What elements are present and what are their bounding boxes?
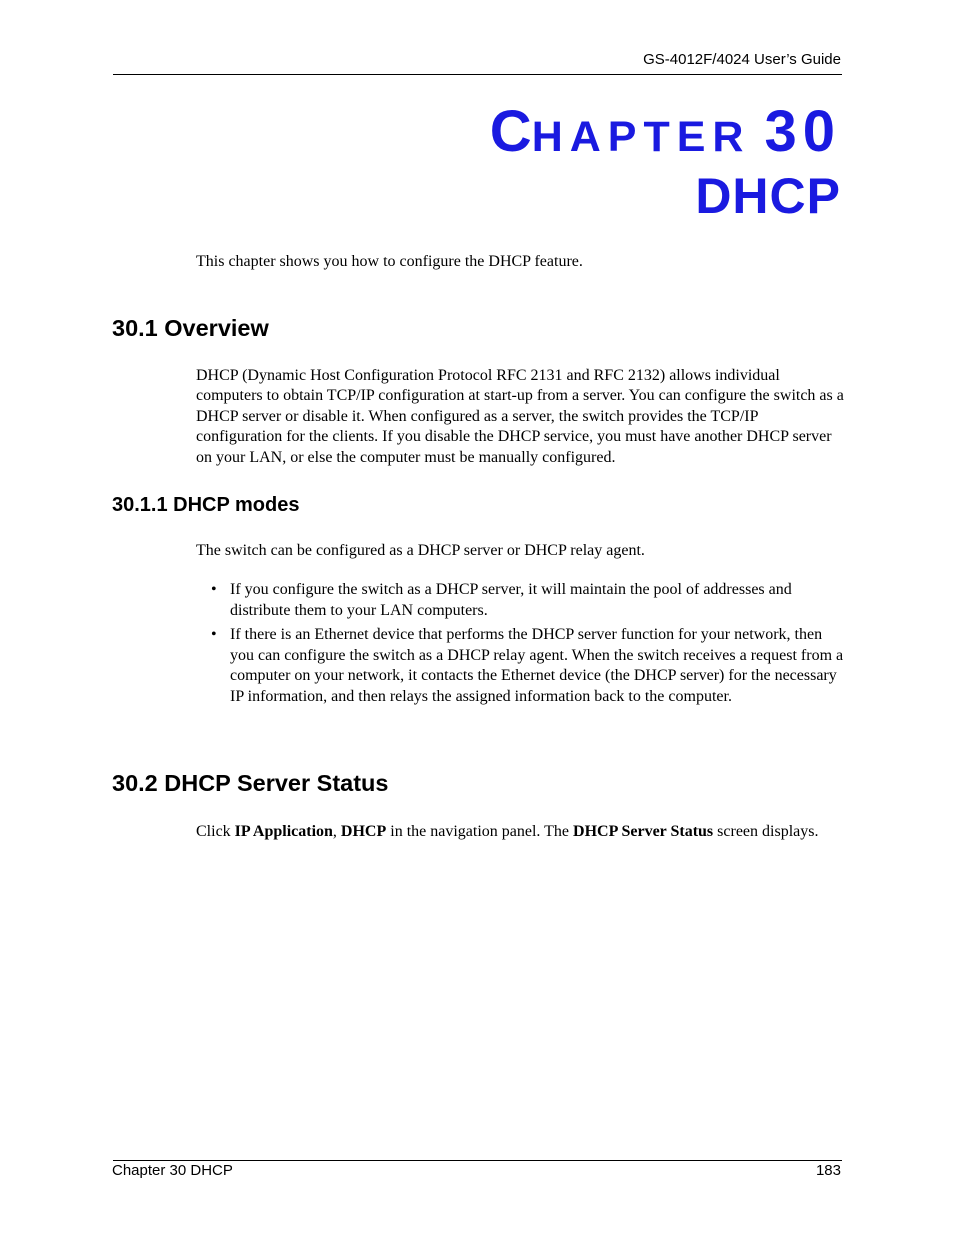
list-item (196, 580, 846, 621)
dhcp-modes-heading: 30.1.1 DHCP modes (112, 494, 300, 516)
chapter-number: 30 (764, 99, 841, 164)
text-run: screen displays. (713, 823, 819, 840)
overview-paragraph: DHCP (Dynamic Host Configuration Protocol RFC 2131 and RFC 2132) allows individual computers to obtain TCP/IP configuration at start-up from a server. You can configure the switch as a DHCP server or disable it. When configured as a server, the switch provides the TCP/IP configuration for the clients. If you disable the DHCP service, you must have another DHCP server on your LAN, or else the computer must be manually configured. (196, 367, 844, 466)
chapter-cap-letter: C (489, 99, 532, 164)
intro-paragraph: This chapter shows you how to configure the DHCP feature. (196, 253, 583, 270)
server-status-heading: 30.2 DHCP Server Status (112, 770, 389, 796)
ip-application-term: IP Application (234, 823, 333, 840)
chapter-title: DHCP (695, 168, 841, 224)
running-header: GS-4012F/4024 User’s Guide (643, 51, 841, 68)
bullet-icon: • (211, 626, 217, 643)
list-item (196, 625, 846, 707)
server-status-paragraph (196, 822, 846, 842)
bullet-icon: • (211, 581, 217, 598)
dhcp-server-status-term: DHCP Server Status (573, 823, 714, 840)
page-number: 183 (815, 1162, 841, 1179)
footer-chapter: Chapter 30 DHCP (112, 1162, 233, 1179)
list-item-text: If you configure the switch as a DHCP server, it will maintain the pool of addresses and distribute them to your LAN computers. (230, 581, 792, 619)
chapter-label-rest: HAPTER (531, 113, 751, 161)
overview-heading: 30.1 Overview (112, 315, 269, 341)
text-run: Click (196, 823, 235, 840)
text-run: in the navigation panel. The (386, 823, 574, 840)
dhcp-term: DHCP (340, 823, 387, 840)
footer-rule (113, 1160, 842, 1161)
text-run: , (332, 823, 341, 840)
dhcp-modes-list (196, 580, 846, 711)
list-item-text: If there is an Ethernet device that performs the DHCP server function for your network, then you can configure the switch as a DHCP relay agent. When the switch receives a request from a computer on your network, it contacts the Ethernet device (the DHCP server) for the necessary IP information, and then relays the assigned information back to the computer. (230, 626, 844, 705)
dhcp-modes-paragraph: The switch can be configured as a DHCP server or DHCP relay agent. (196, 542, 645, 559)
header-rule (113, 74, 842, 75)
